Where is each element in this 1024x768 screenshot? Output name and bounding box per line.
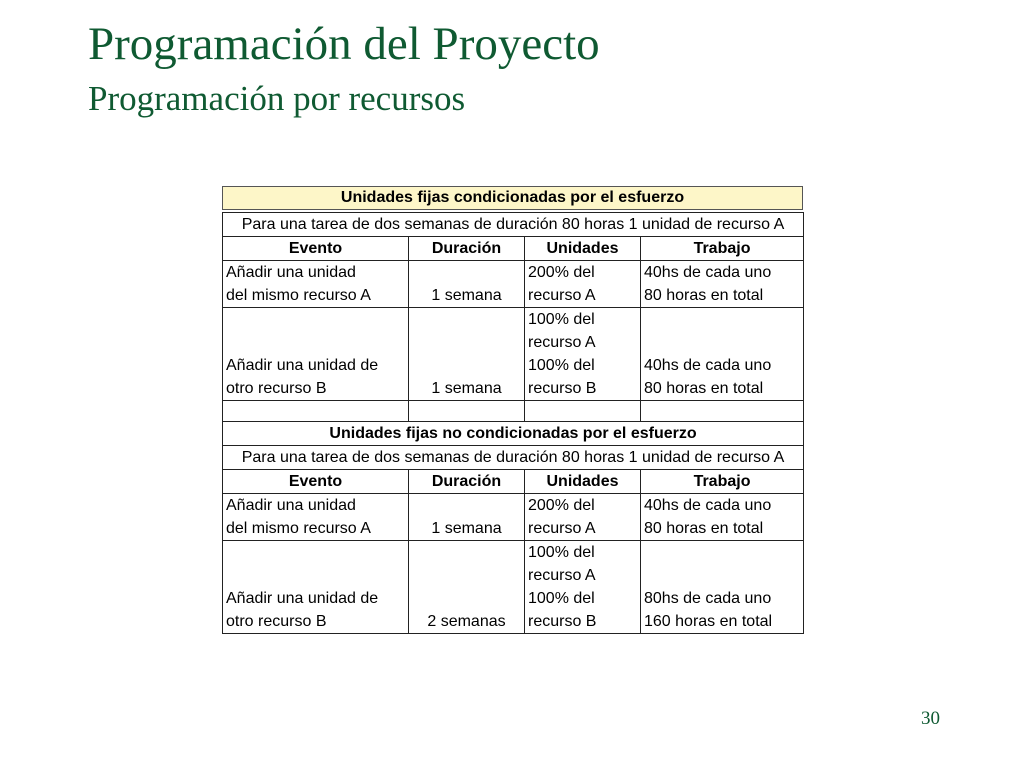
cell-unidades [525, 261, 641, 308]
cell-line: 100% del [528, 311, 595, 328]
cell-evento [223, 541, 409, 634]
cell-line: 100% del [528, 590, 595, 607]
cell-line: 200% del [528, 264, 595, 281]
cell-unidades [525, 541, 641, 634]
section2-note: Para una tarea de dos semanas de duración 80 horas 1 unidad de recurso A [223, 446, 804, 470]
cell-line: 40hs de cada uno [644, 357, 772, 374]
section1-header: Unidades fijas condicionadas por el esfuerzo [222, 186, 803, 210]
cell-trabajo [641, 261, 804, 308]
column-header-evento: Evento [223, 470, 409, 494]
cell-line: 100% del [528, 357, 595, 374]
empty-row [223, 401, 804, 422]
empty-cell [409, 401, 525, 422]
section2-column-headers [223, 470, 804, 494]
cell-evento [223, 308, 409, 401]
empty-cell [641, 401, 804, 422]
cell-line: recurso A [528, 334, 596, 351]
column-header-unidades: Unidades [525, 237, 641, 261]
section1-note-row [223, 213, 804, 237]
section2-note-row [223, 446, 804, 470]
cell-line: recurso A [528, 567, 596, 584]
section1-note: Para una tarea de dos semanas de duración 80 horas 1 unidad de recurso A [223, 213, 804, 237]
cell-line: del mismo recurso A [226, 520, 371, 537]
cell-line: Añadir una unidad de [226, 590, 379, 607]
cell-unidades [525, 308, 641, 401]
cell-line: del mismo recurso A [226, 287, 371, 304]
column-header-trabajo: Trabajo [641, 470, 804, 494]
section1-column-headers [223, 237, 804, 261]
cell-line: 100% del [528, 544, 595, 561]
cell-line: recurso A [528, 520, 596, 537]
slide-title: Programación del Proyecto [88, 18, 600, 70]
cell-line: 80 horas en total [644, 287, 764, 304]
column-header-unidades: Unidades [525, 470, 641, 494]
cell-duracion: 1 semana [409, 308, 525, 401]
section2-header: Unidades fijas no condicionadas por el esfuerzo [223, 422, 804, 446]
slide-subtitle: Programación por recursos [88, 79, 466, 118]
cell-trabajo [641, 494, 804, 541]
cell-line: otro recurso B [226, 380, 327, 397]
section2-header-row [223, 422, 804, 446]
cell-trabajo [641, 541, 804, 634]
cell-duracion: 2 semanas [409, 541, 525, 634]
cell-trabajo [641, 308, 804, 401]
cell-line: 80 horas en total [644, 520, 764, 537]
cell-unidades [525, 494, 641, 541]
table-row [223, 494, 804, 541]
column-header-duracion: Duración [409, 470, 525, 494]
cell-line: 40hs de cada uno [644, 264, 772, 281]
cell-line: 200% del [528, 497, 595, 514]
cell-duracion: 1 semana [409, 494, 525, 541]
cell-evento [223, 494, 409, 541]
resource-schedule-table [222, 212, 804, 634]
cell-line: Añadir una unidad de [226, 357, 379, 374]
column-header-evento: Evento [223, 237, 409, 261]
table-row [223, 308, 804, 401]
cell-duracion: 1 semana [409, 261, 525, 308]
cell-line: recurso B [528, 613, 597, 630]
cell-line: Añadir una unidad [226, 264, 356, 281]
cell-line: 80 horas en total [644, 380, 764, 397]
column-header-trabajo: Trabajo [641, 237, 804, 261]
table-row [223, 541, 804, 634]
cell-line: 160 horas en total [644, 613, 773, 630]
cell-line: otro recurso B [226, 613, 327, 630]
empty-cell [223, 401, 409, 422]
cell-line: recurso A [528, 287, 596, 304]
cell-evento [223, 261, 409, 308]
column-header-duracion: Duración [409, 237, 525, 261]
cell-line: 40hs de cada uno [644, 497, 772, 514]
empty-cell [525, 401, 641, 422]
table-row [223, 261, 804, 308]
cell-line: recurso B [528, 380, 597, 397]
page-number: 30 [921, 708, 940, 729]
cell-line: 80hs de cada uno [644, 590, 772, 607]
cell-line: Añadir una unidad [226, 497, 356, 514]
